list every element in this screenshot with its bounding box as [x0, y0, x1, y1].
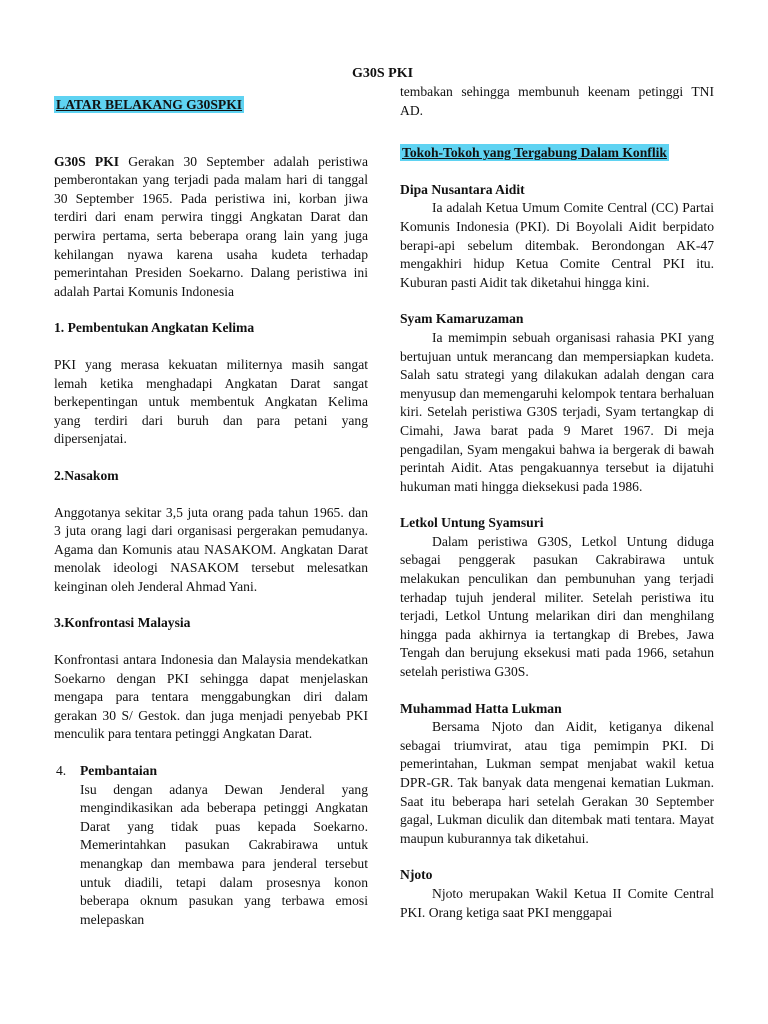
intro-text: Gerakan 30 September adalah peristiwa pemberontakan yang terjadi pada malam hari di tanggal 30 September 1965. Pada peristiwa ini, korban jiwa terdiri dari enam perwira tinggi Angkatan Darat dan perwira pertama, serta beberapa orang lain yang juga kehilangan nyawa karena usaha kudeta terhadap pemerintahan Presiden Soekarno. Dalang peristiwa ini adalah Partai Komunis Indonesia [54, 153, 369, 299]
section-3-heading: 3.Konfrontasi Malaysia [54, 615, 191, 631]
figure-name-aidit: Dipa Nusantara Aidit [400, 181, 525, 197]
intro-lead: G30S PKI [54, 153, 120, 169]
section-4 [54, 762, 368, 929]
section-1-heading: 1. Pembentukan Angkatan Kelima [54, 320, 255, 336]
figure-name-njoto: Njoto [400, 867, 433, 883]
section-2-heading: 2.Nasakom [54, 467, 119, 483]
figure-text-lukman: Bersama Njoto dan Aidit, ketiganya dikenal sebagai triumvirat, atau tiga pemimpin PKI. Di pemerintahan, Lukman sempat menjabat wakil ketua DPR-GR. Tak banyak data mengenai kematian Lukman. Saat itu beberapa hari setelah Gerakan 30 September gagal, Lukman diculik dan ditembak mati tentara. Mayat maupun kuburannya tak diketahui. [400, 719, 714, 846]
section-4-text: Isu dengan adanya Dewan Jenderal yang mengindikasikan ada beberapa petinggi Angkatan Darat yang tidak puas kepada Soekarno. Memerintahkan pasukan Cakrabirawa untuk menangkap dan membawa para jenderal tersebut untuk diadili, tetapi dalam prosesnya konon beberapa oknum pasukan yang terbawa emosi melepaskan [80, 781, 368, 927]
left-column [54, 96, 368, 929]
figure-text-untung: Dalam peristiwa G30S, Letkol Untung diduga sebagai penggerak pasukan Cakrabirawa untuk melakukan penculikan dan pembunuhan yang terjadi terhadap tujuh jenderal militer. Setelah peristiwa itu terjadi, Letkol Untung melarikan diri dan menghilang hingga pada akhirnya ia tertangkap di Brebes, Jawa Tengah dan berujung eksekusi mati pada 1966, setahun setelah peristiwa G30S. [400, 533, 714, 680]
figure-text-aidit: Ia adalah Ketua Umum Comite Central (CC) Partai Komunis Indonesia (PKI). Di Boyolali Aidit berpidato berapi-api sebelum ditembak. Berondongan AK-47 mengakhiri hidup Ketua Comite Central PKI itu. Kuburan pasti Aidit tak diketahui hingga kini. [400, 200, 714, 290]
section-4-number: 4. [56, 763, 67, 779]
figure-name-untung: Letkol Untung Syamsuri [400, 515, 544, 531]
section-4-heading: Pembantaian [80, 763, 158, 779]
figure-text-njoto: Njoto merupakan Wakil Ketua II Comite Central PKI. Orang ketiga saat PKI menggapai [400, 885, 714, 920]
section-1-text: PKI yang merasa kekuatan militernya masih sangat lemah ketika menghadapi Angkatan Darat sangat berkepentingan untuk membentuk Angkatan Kelima yang terdiri dari buruh dan para petani yang dipersenjatai. [54, 356, 368, 447]
section-2-text: Anggotanya sekitar 3,5 juta orang pada tahun 1965. dan 3 juta orang lagi dari organisasi pergerakan pemudanya. Agama dan Komunis atau NASAKOM. Angkatan Darat menolak ideologi NASAKOM tersebut melesatkan keinginan oleh Jenderal Ahmad Yani. [54, 504, 368, 594]
figure-text-syam: Ia memimpin sebuah organisasi rahasia PKI yang bertujuan untuk merancang dan mempersiapkan kudeta. Salah satu strategi yang dilakukan adalah dengan cara menyusup dan memengaruhi kelompok tentara berhaluan kiri. Setelah peristiwa G30S terjadi, Syam tertangkap di Cimahi, Jawa barat pada 9 Maret 1967. Di meja pengadilan, Syam mengakui bahwa ia bergerak di bawah perintah Aidit. Atas pengakuannya tersebut ia dijatuhi hukuman mati hingga dieksekusi pada 1986. [400, 329, 714, 494]
continued-text: tembakan sehingga membunuh keenam petinggi TNI AD. [400, 84, 714, 118]
right-column [400, 83, 714, 922]
figure-name-lukman: Muhammad Hatta Lukman [400, 700, 562, 716]
figure-name-syam: Syam Kamaruzaman [400, 311, 524, 327]
figures-banner: Tokoh-Tokoh yang Tergabung Dalam Konflik [402, 145, 667, 161]
intro-paragraph [54, 153, 368, 302]
section-3-text: Konfrontasi antara Indonesia dan Malaysia mendekatkan Soekarno dengan PKI sehingga dapat menjelaskan mengapa para tentara menggabungkan diri dalam gerakan 30 S/ Gestok. dan juga menjadi penyebab PKI menculik para tentara petinggi Angkatan Darat. [54, 652, 368, 742]
background-banner: LATAR BELAKANG G30SPKI [56, 97, 243, 112]
document-title: G30S PKI [352, 66, 414, 81]
